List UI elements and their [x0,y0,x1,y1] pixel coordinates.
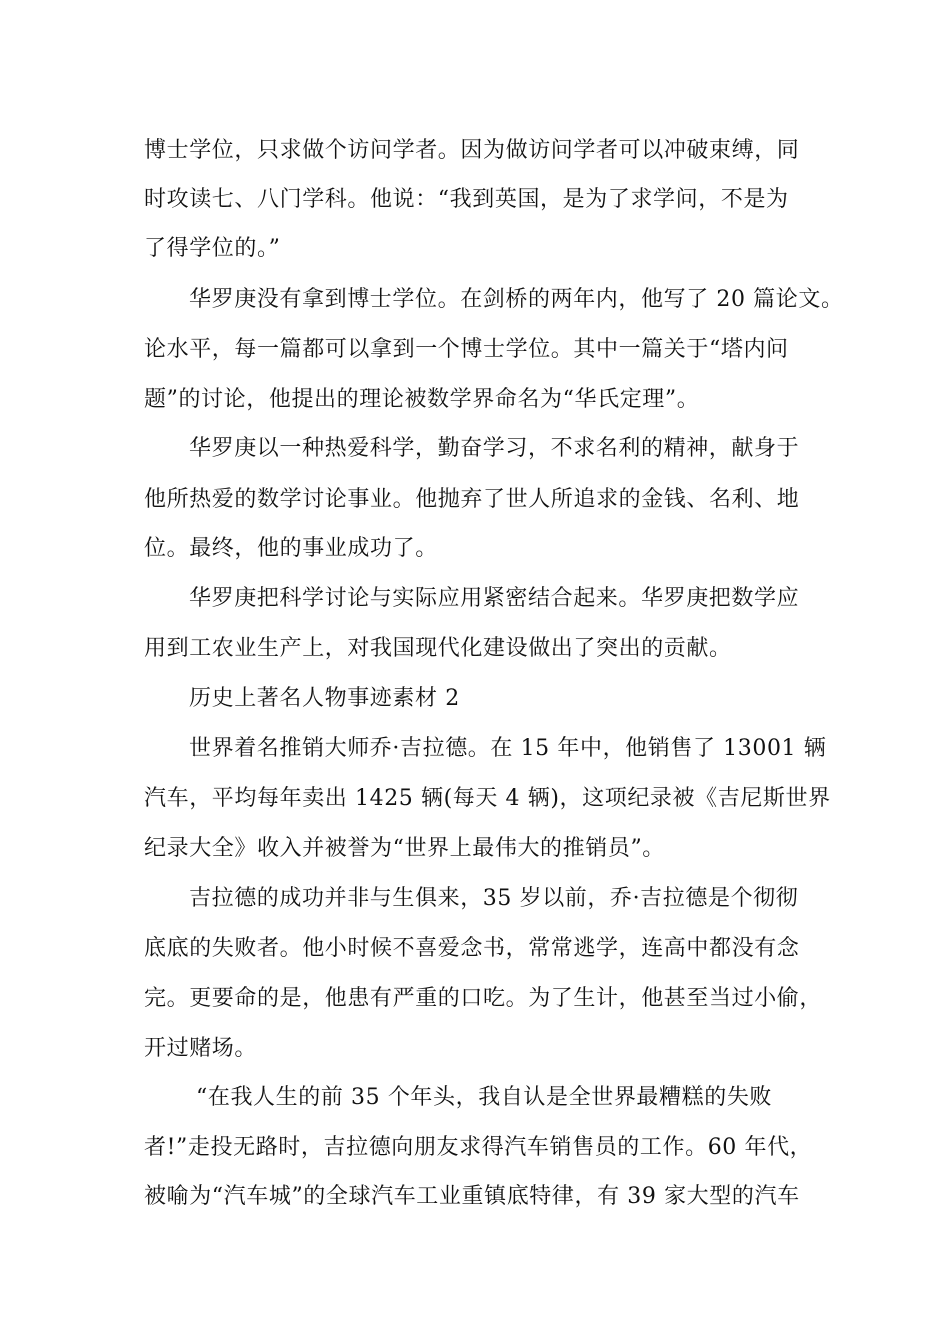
text-line: 时攻读七、八门学科。他说：“我到英国，是为了求学问，不是为 [144,187,789,212]
text-line: 华罗庚没有拿到博士学位。在剑桥的两年内，他写了 20 篇论文。 [189,287,844,312]
text-line: 者!”走投无路时，吉拉德向朋友求得汽车销售员的工作。60 年代， [144,1135,813,1160]
text-line: 华罗庚以一种热爱科学，勤奋学习，不求名利的精神，献身于 [189,436,800,461]
text-line: 纪录大全》收入并被誉为“世界上最伟大的推销员”。 [144,836,665,861]
text-line: “在我人生的前 35 个年头，我自认是全世界最糟糕的失败 [196,1085,773,1110]
text-line: 用到工农业生产上，对我国现代化建设做出了突出的贡献。 [144,636,732,661]
text-line: 华罗庚把科学讨论与实际应用紧密结合起来。华罗庚把数学应 [189,586,800,611]
text-line: 完。更要命的是，他患有严重的口吃。为了生计，他甚至当过小偷， [144,986,823,1011]
text-line: 论水平，每一篇都可以拿到一个博士学位。其中一篇关于“塔内问 [144,337,789,362]
text-line: 他所热爱的数学讨论事业。他抛弃了世人所追求的金钱、名利、地 [144,487,800,512]
text-line: 题”的讨论，他提出的理论被数学界命名为“华氏定理”。 [144,387,700,412]
text-line: 吉拉德的成功并非与生俱来，35 岁以前，乔·吉拉德是个彻彻 [189,886,799,911]
text-line: 位。最终，他的事业成功了。 [144,536,438,561]
text-line: 了得学位的。” [144,236,281,261]
text-line: 博士学位，只求做个访问学者。因为做访问学者可以冲破束缚，同 [144,138,800,163]
text-line: 被喻为“汽车城”的全球汽车工业重镇底特律，有 39 家大型的汽车 [144,1184,800,1209]
text-line: 汽车，平均每年卖出 1425 辆(每天 4 辆)，这项纪录被《吉尼斯世界 [144,786,831,811]
text-line: 开过赌场。 [144,1036,258,1061]
text-line: 底底的失败者。他小时候不喜爱念书，常常逃学，连高中都没有念 [144,936,800,961]
text-line: 世界着名推销大师乔·吉拉德。在 15 年中，他销售了 13001 辆 [189,736,827,761]
section-heading: 历史上著名人物事迹素材 2 [189,686,460,711]
